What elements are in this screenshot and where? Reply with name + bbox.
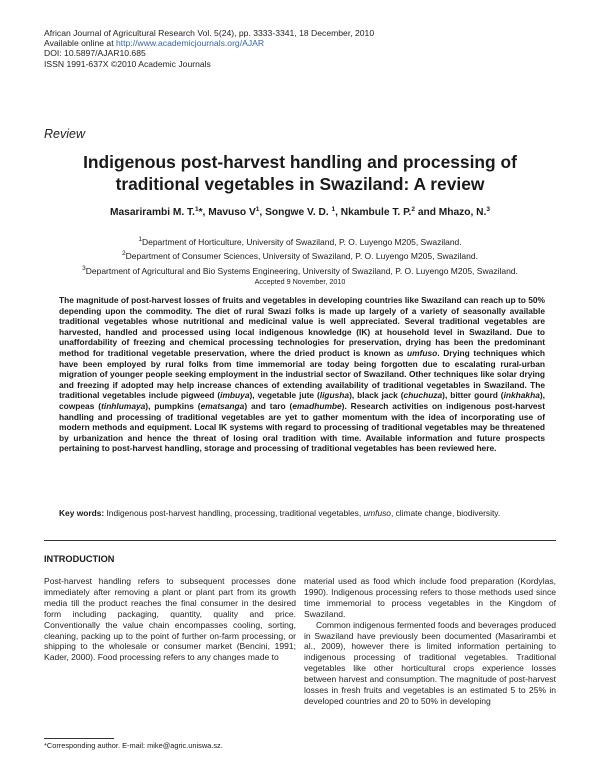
keywords-block	[59, 508, 545, 519]
availability-line	[44, 38, 374, 48]
affiliation-list	[30, 234, 570, 277]
abstract-segment: ), vegetable jute (	[249, 390, 320, 401]
abstract-segment: ) and taro (	[244, 400, 293, 411]
keyword-segment: , climate change, biodiversity.	[390, 508, 501, 518]
author-affiliation-mark: 1	[194, 206, 199, 213]
paper-title-line-1: Indigenous post-harvest handling and processing of	[83, 152, 517, 172]
abstract-segment: ), pumpkins (	[145, 400, 201, 411]
author-name: Mavuso V	[208, 207, 256, 218]
abstract-italic-term: inkhakha	[503, 390, 540, 401]
affiliation-text: Department of Agricultural and Bio Systems Engineering, University of Swaziland, P. O. Luyengo M205, Swaziland.	[85, 265, 518, 276]
affiliation-text: Department of Horticulture, University of Swaziland, P. O. Luyengo M205, Swaziland.	[141, 237, 462, 247]
abstract-italic-term: ligusha	[319, 390, 350, 401]
abstract-segment: ), cowpeas (	[59, 390, 545, 411]
author-name: Nkambule T. P.	[340, 207, 412, 218]
affiliation-mark: 2	[122, 250, 126, 258]
author-affiliation-mark: 3	[486, 206, 490, 213]
abstract-italic-term: ematsanga	[200, 400, 245, 411]
abstract-italic-term: chuchuza	[403, 390, 443, 401]
affiliation-mark: 3	[82, 264, 86, 272]
keywords-label: Key words:	[59, 508, 105, 518]
abstract-segment: ). Research activities on indigenous post-harvest handling and processing of traditional vegetables are yet to gather momentum with the idea of incorporating use of modern methods and equipment. Local IK systems with regard to processing of traditional vegetables may be threatened by urbanization and hence the threat of losing oral tradition with time. Available information and future prospects pertaining to post-harvest handling, storage and processing of traditional vegetables has been reviewed here.	[59, 400, 546, 454]
keywords-text	[104, 508, 500, 518]
abstract-text	[59, 295, 545, 454]
author-separator: ,	[259, 207, 266, 218]
paper-title-line-2: traditional vegetables in Swaziland: A review	[115, 174, 485, 194]
author-list	[30, 206, 570, 218]
body-paragraph: Post-harvest handling refers to subsequent processes done immediately after removing a plant or plant part from its growth media till the product reaches the final consumer in the desired form including packaging, quantity, quality and price. Conventionally the value chain encompasses cooling, sorting, cleaning, packing up to the point of further on-farm processing, or shipping to the wholesale or consumer market (Bencini, 1991; Kader, 2000). Food processing refers to any changes made to	[44, 576, 296, 663]
doi-line: DOI: 10.5897/AJAR10.685	[44, 48, 146, 59]
availability-prefix: Available online at	[44, 38, 116, 49]
author-separator: and	[415, 207, 439, 218]
body-column-right	[304, 576, 556, 707]
corresponding-author-footnote: *Corresponding author. E-mail: mike@agric.uniswa.sz.	[44, 741, 223, 750]
abstract-segment: ), bitter gourd (	[442, 390, 504, 401]
abstract-italic-term: tinhlumaya	[101, 400, 146, 411]
affiliation-text: Department of Consumer Sciences, University of Swaziland, P. O. Luyengo M205, Swaziland.	[125, 251, 478, 262]
journal-citation: African Journal of Agricultural Research Vol. 5(24), pp. 3333-3341, 18 December, 2010	[44, 28, 375, 38]
section-divider	[44, 540, 556, 541]
keyword-segment: Indigenous post-harvest handling, processing, traditional vegetables,	[104, 508, 364, 518]
author-separator: *,	[198, 207, 209, 218]
author-affiliation-mark: 1	[331, 206, 336, 213]
author-name: Masarirambi M. T.	[110, 207, 195, 218]
affiliation-item	[30, 248, 570, 262]
abstract-italic-term: umfuso	[407, 347, 438, 358]
author-name: Mhazo, N.	[438, 207, 487, 218]
accepted-date: Accepted 9 November, 2010	[254, 277, 346, 286]
journal-header	[44, 28, 374, 69]
body-column-left	[44, 576, 296, 663]
body-paragraph: Common indigenous fermented foods and beverages produced in Swaziland have previously been documented (Masarirambi et al., 2009), however there is limited information pertaining to indigenous processing of traditional vegetables. Traditional vegetables like other horticultural crops experience losses between harvest and consumption. The magnitude of post-harvest losses in fresh fruits and vegetables is an estimated 5 to 25% in developed countries and 20 to 50% in developing	[304, 619, 556, 706]
issn-line: ISSN 1991-637X ©2010 Academic Journals	[44, 58, 211, 69]
abstract-segment: The magnitude of post-harvest losses of fruits and vegetables in developing countries like Swaziland can reach up to 50% depending upon the commodity. The diet of rural Swazi folks is made up largely of a variety of seasonally available traditional vegetables whose nutritional and medicinal value is well appreciated. Several traditional vegetables are harvested, handled and processed using local indigenous knowledge (IK) at household level in Swaziland. Due to unaffordability of freezing and chemical processing technologies for preservation, drying has been the predominant method for traditional vegetable preservation, where the dried product is known as	[59, 295, 545, 358]
affiliation-mark: 1	[138, 236, 142, 243]
author-affiliation-mark: 2	[411, 206, 416, 213]
author-affiliation-mark: 1	[255, 206, 260, 213]
body-paragraph: material used as food which include food preparation (Kordylas, 1990). Indigenous processing refers to those methods used since time immemorial to process vegetables in the Kingdom of Swaziland.	[304, 576, 556, 619]
journal-url-link[interactable]: http://www.academicjournals.org/AJAR	[116, 38, 265, 49]
author-name: Songwe V. D.	[265, 207, 332, 218]
keyword-italic-term: umfuso	[363, 508, 391, 518]
affiliation-item	[30, 234, 570, 248]
abstract-italic-term: imbuya	[220, 390, 250, 401]
affiliation-item	[30, 263, 570, 277]
abstract-segment: . Drying techniques which have been employed by rural folks from time immemorial are today being forgotten due to escalating rural-urban migration of younger people seeking employment in the industrial sector of Swaziland. Other techniques like solar drying and freezing if adopted may help increase chances of extending availability of traditional vegetables in Swaziland. The traditional vegetables include pigweed (	[59, 347, 545, 401]
author-separator: ,	[335, 207, 341, 218]
abstract-italic-term: emadhumbe	[292, 400, 342, 411]
article-type-label: Review	[44, 127, 85, 141]
paper-title	[30, 151, 570, 195]
abstract-segment: ), black jack (	[349, 390, 404, 401]
footnote-rule	[44, 738, 114, 739]
introduction-heading: INTRODUCTION	[44, 554, 115, 564]
